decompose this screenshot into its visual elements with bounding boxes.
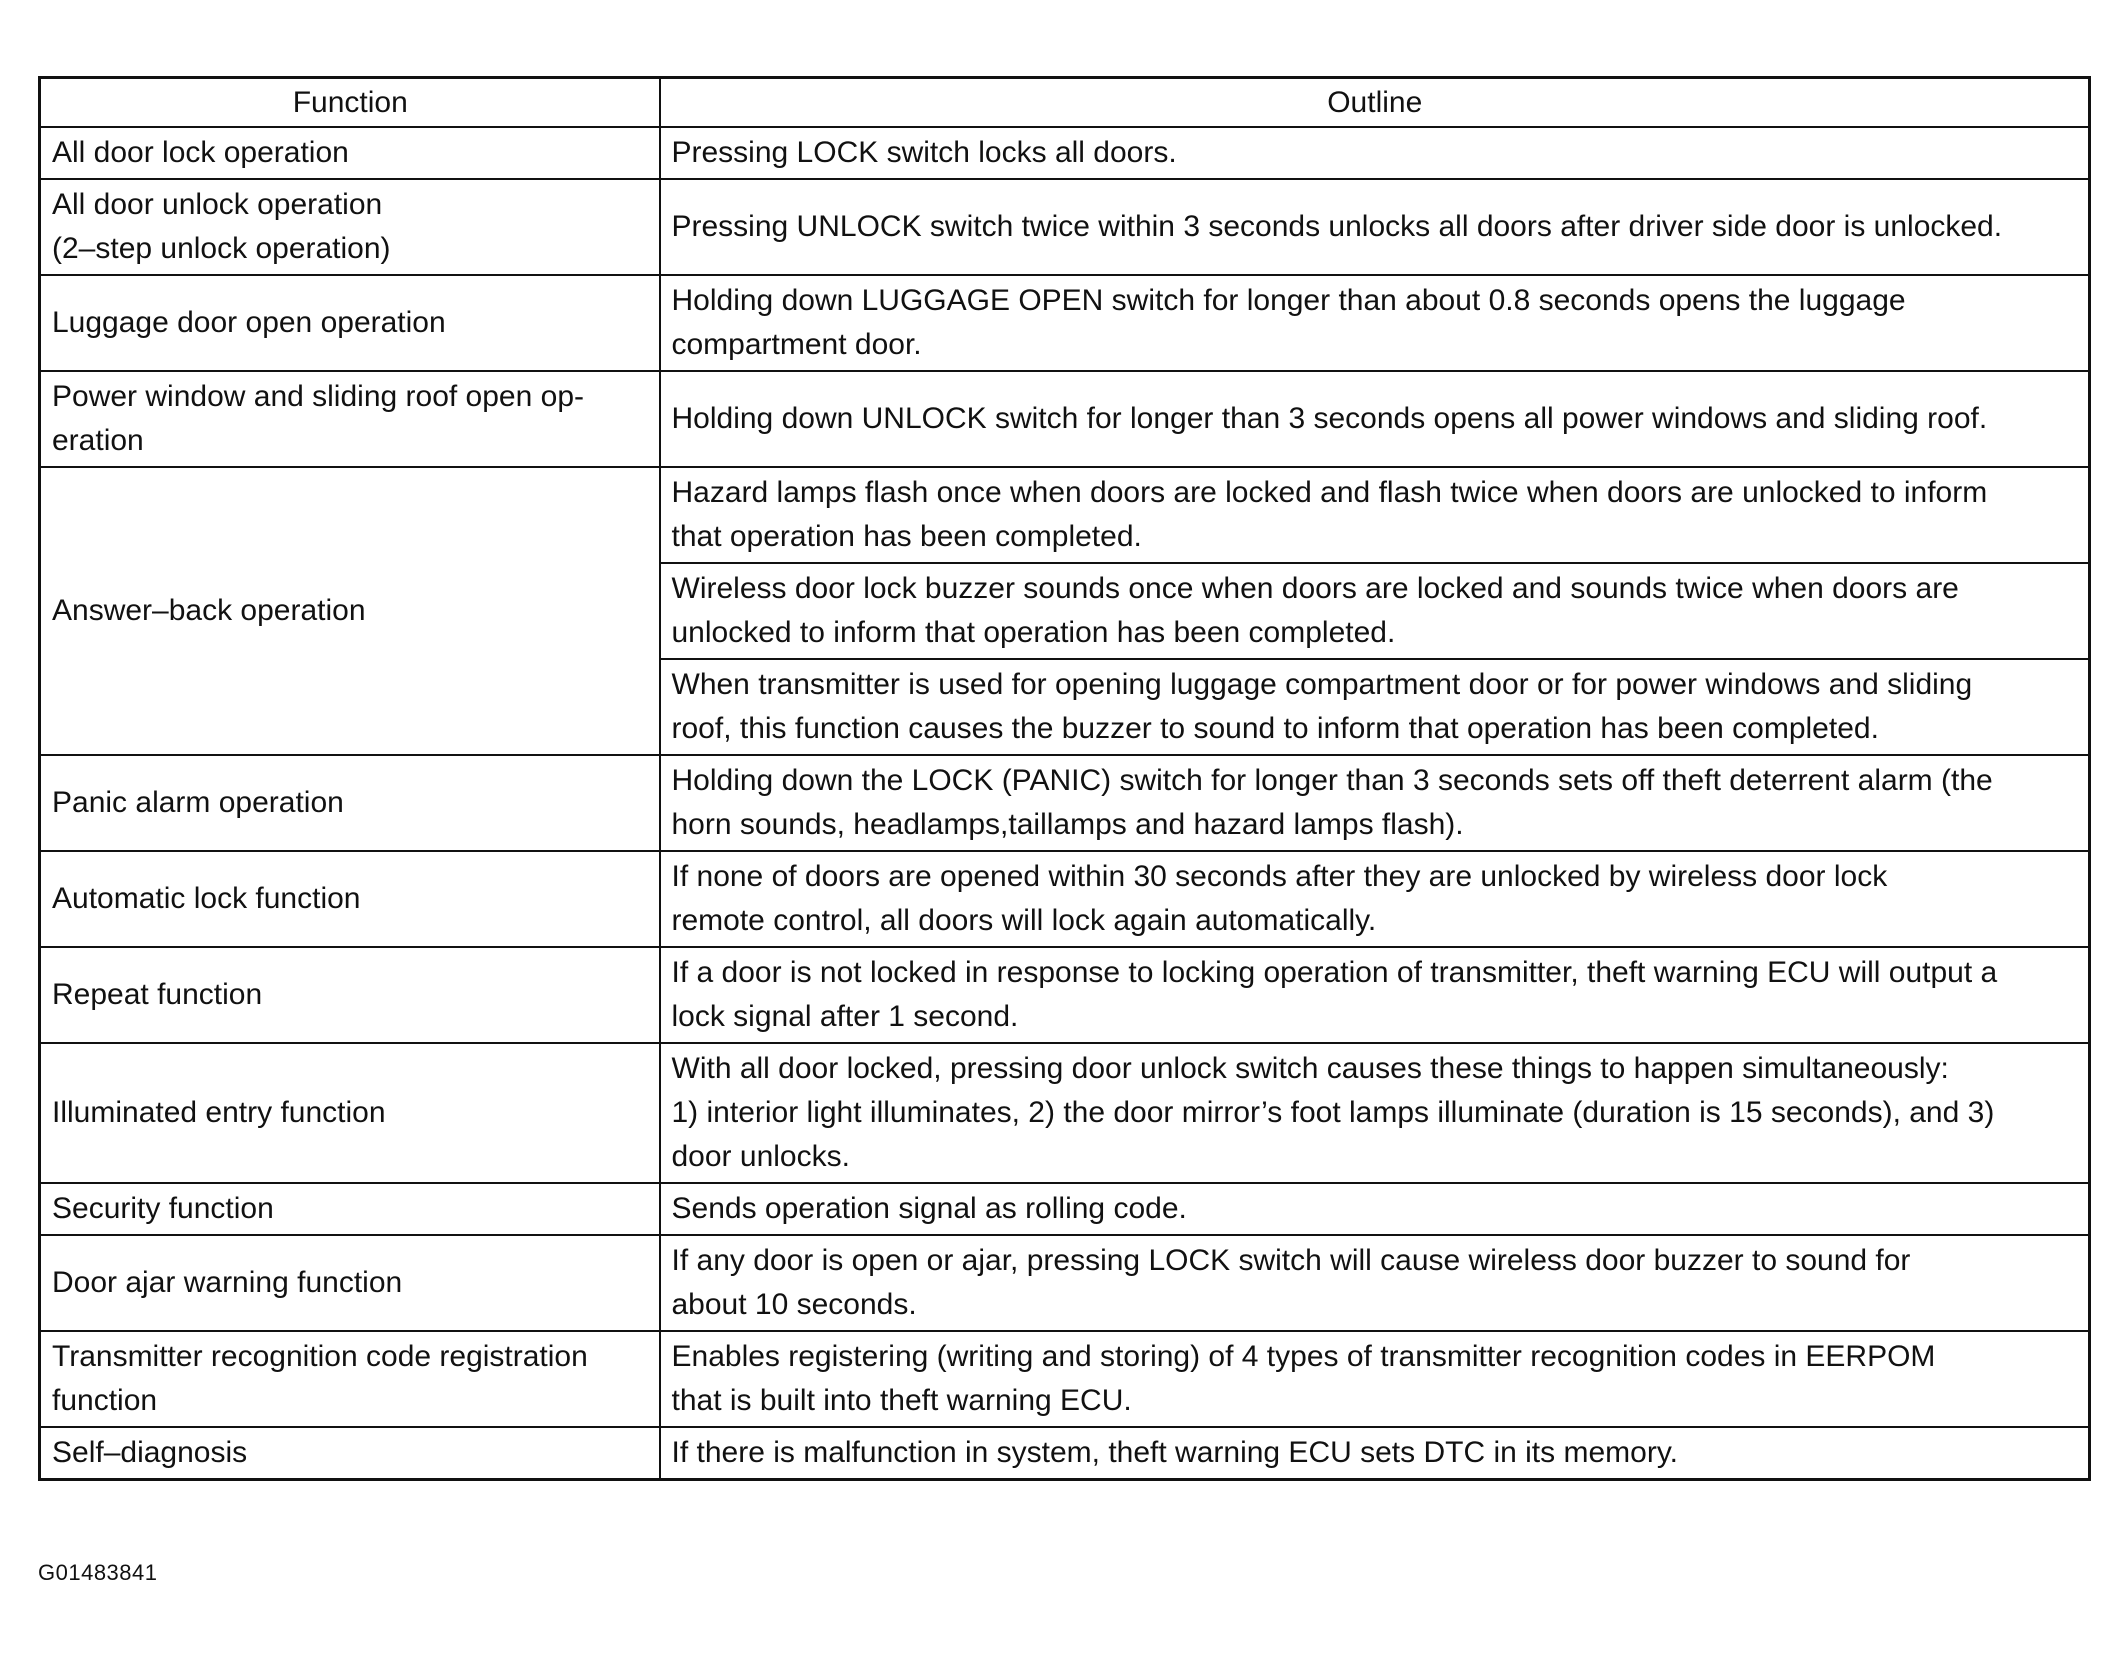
outline-cell: Wireless door lock buzzer sounds once when doors are locked and sounds twice when doors are unlocked to inform that operation has been completed. [660,563,2090,659]
function-cell: Illuminated entry function [40,1043,660,1183]
outline-cell: Holding down LUGGAGE OPEN switch for longer than about 0.8 seconds opens the luggage compartment door. [660,275,2090,371]
outline-cell: Holding down UNLOCK switch for longer than 3 seconds opens all power windows and sliding roof. [660,371,2090,467]
function-cell: Security function [40,1183,660,1235]
outline-cell: If a door is not locked in response to locking operation of transmitter, theft warning ECU will output a lock signal after 1 second. [660,947,2090,1043]
table-row [40,275,2090,371]
table-row [40,1235,2090,1331]
outline-cell: Holding down the LOCK (PANIC) switch for longer than 3 seconds sets off theft deterrent alarm (the horn sounds, headlamps,taillamps and hazard lamps flash). [660,755,2090,851]
outline-cell: If any door is open or ajar, pressing LOCK switch will cause wireless door buzzer to sound for about 10 seconds. [660,1235,2090,1331]
outline-cell: Pressing UNLOCK switch twice within 3 seconds unlocks all doors after driver side door is unlocked. [660,179,2090,275]
outline-cell: Enables registering (writing and storing) of 4 types of transmitter recognition codes in EERPOM that is built into theft warning ECU. [660,1331,2090,1427]
function-cell: Panic alarm operation [40,755,660,851]
function-cell: Self–diagnosis [40,1427,660,1480]
function-cell: Door ajar warning function [40,1235,660,1331]
figure-id-label: G01483841 [38,1560,158,1585]
function-outline-table [38,76,2091,1481]
table-row [40,755,2090,851]
function-cell: All door unlock operation (2–step unlock operation) [40,179,660,275]
outline-cell: If there is malfunction in system, theft warning ECU sets DTC in its memory. [660,1427,2090,1480]
table-header-row [40,78,2090,128]
table-row [40,1183,2090,1235]
table-row [40,1331,2090,1427]
function-cell: All door lock operation [40,127,660,179]
header-function: Function [40,78,660,128]
table-row [40,851,2090,947]
outline-cell: Sends operation signal as rolling code. [660,1183,2090,1235]
table-row [40,127,2090,179]
function-cell: Power window and sliding roof open op- eration [40,371,660,467]
outline-cell: With all door locked, pressing door unlock switch causes these things to happen simultaneously: 1) interior light illuminates, 2) the door mirror’s foot lamps illuminate (duration is 15 seconds), and 3) door unlocks. [660,1043,2090,1183]
table-row [40,1427,2090,1480]
outline-cell: If none of doors are opened within 30 seconds after they are unlocked by wireless door lock remote control, all doors will lock again automatically. [660,851,2090,947]
table-row [40,467,2090,563]
function-cell: Transmitter recognition code registration function [40,1331,660,1427]
function-cell: Repeat function [40,947,660,1043]
outline-cell: Hazard lamps flash once when doors are locked and flash twice when doors are unlocked to inform that operation has been completed. [660,467,2090,563]
function-cell: Answer–back operation [40,467,660,755]
function-cell: Automatic lock function [40,851,660,947]
table-row [40,947,2090,1043]
table-row [40,371,2090,467]
outline-cell: When transmitter is used for opening luggage compartment door or for power windows and sliding roof, this function causes the buzzer to sound to inform that operation has been completed. [660,659,2090,755]
table-row [40,1043,2090,1183]
outline-cell: Pressing LOCK switch locks all doors. [660,127,2090,179]
header-outline: Outline [660,78,2090,128]
function-cell: Luggage door open operation [40,275,660,371]
table-row [40,179,2090,275]
